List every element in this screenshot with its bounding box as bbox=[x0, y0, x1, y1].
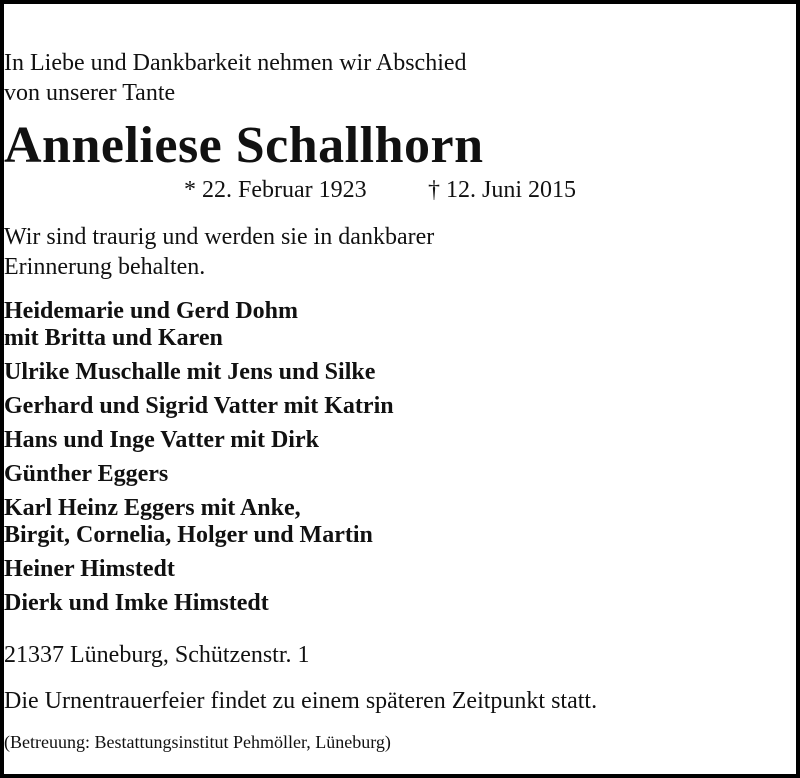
mourner-group bbox=[4, 359, 796, 386]
mourner-group bbox=[4, 590, 796, 617]
mourner-group bbox=[4, 556, 796, 583]
address: 21337 Lüneburg, Schützenstr. 1 bbox=[4, 642, 310, 668]
undertaker-note: (Betreuung: Bestattungsinstitut Pehmöller, Lüneburg) bbox=[4, 732, 391, 752]
mourner-group bbox=[4, 461, 796, 488]
mourning-line-2: Erinnerung behalten. bbox=[4, 254, 206, 280]
mourner-line: Birgit, Cornelia, Holger und Martin bbox=[4, 522, 373, 548]
birth-date: * 22. Februar 1923 bbox=[184, 177, 367, 203]
mourner-line: Hans und Inge Vatter mit Dirk bbox=[4, 427, 319, 453]
deceased-name: Anneliese Schallhorn bbox=[4, 117, 484, 174]
mourner-line: mit Britta und Karen bbox=[4, 325, 223, 351]
mourner-line: Heiner Himstedt bbox=[4, 556, 175, 582]
mourner-line: Karl Heinz Eggers mit Anke, bbox=[4, 495, 301, 521]
mourner-line: Heidemarie und Gerd Dohm bbox=[4, 298, 298, 324]
mourner-line: Günther Eggers bbox=[4, 461, 169, 487]
mourning-line-1: Wir sind traurig und werden sie in dankbarer bbox=[4, 224, 435, 250]
mourners-list bbox=[4, 298, 796, 624]
intro-line-2: von unserer Tante bbox=[4, 80, 176, 106]
mourner-line: Ulrike Muschalle mit Jens und Silke bbox=[4, 359, 376, 385]
mourning-statement bbox=[4, 222, 796, 282]
mourner-group bbox=[4, 298, 796, 352]
mourner-group bbox=[4, 393, 796, 420]
mourner-group bbox=[4, 427, 796, 454]
mourner-line: Dierk und Imke Himstedt bbox=[4, 590, 269, 616]
death-date: † 12. Juni 2015 bbox=[428, 177, 577, 203]
mourner-line: Gerhard und Sigrid Vatter mit Katrin bbox=[4, 393, 394, 419]
intro-line-1: In Liebe und Dankbarkeit nehmen wir Abschied bbox=[4, 50, 467, 76]
mourner-group bbox=[4, 495, 796, 549]
intro-text bbox=[4, 48, 796, 108]
funeral-note: Die Urnentrauerfeier findet zu einem späteren Zeitpunkt statt. bbox=[4, 688, 598, 714]
